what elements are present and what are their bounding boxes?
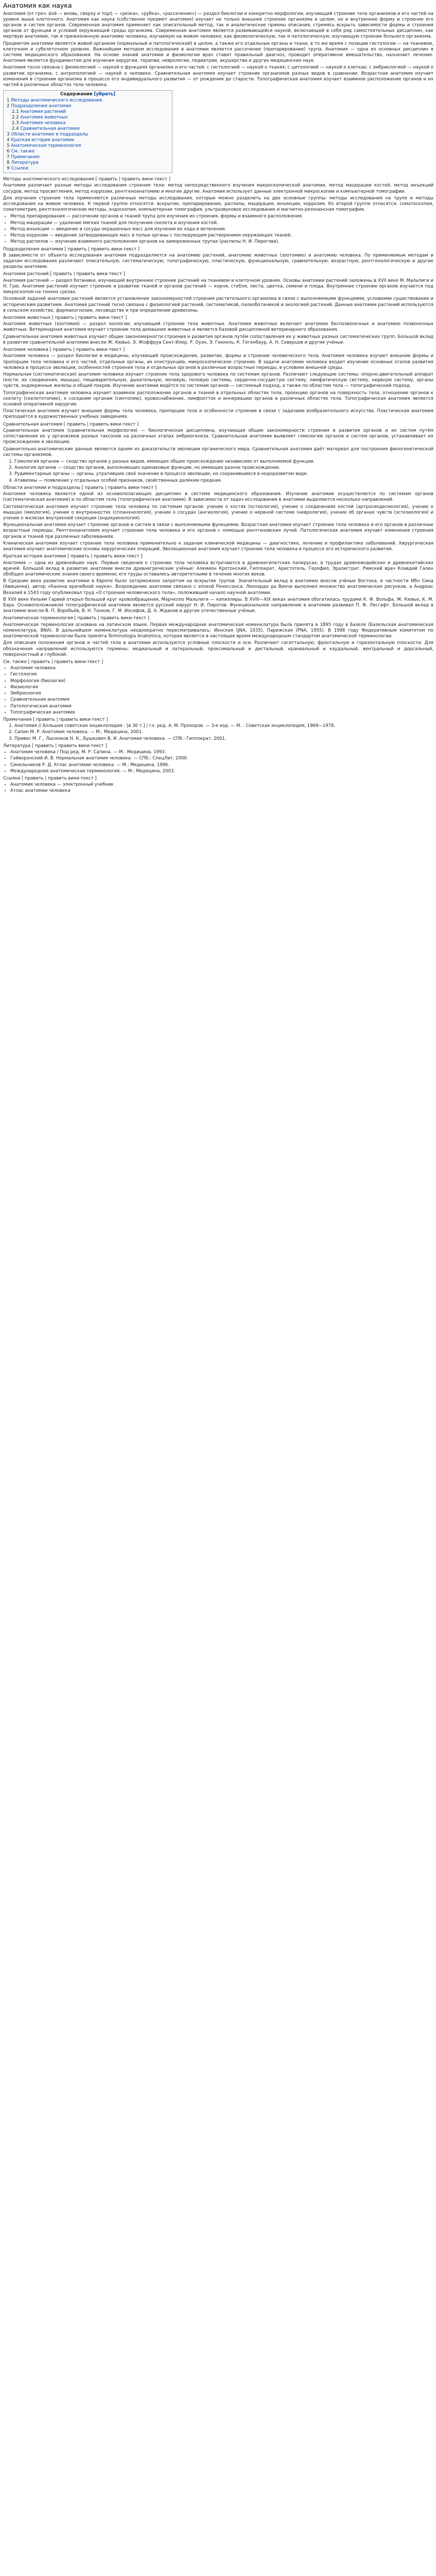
toc-link[interactable]: Ссылки bbox=[11, 166, 28, 172]
list-item: • Синельников Р. Д. Атлас анатомии человека. — М.: Медицина, 1996. bbox=[10, 762, 433, 768]
section-paragraph: Сравнительная анатомия (сравнительная морфология) — биологическая дисциплина, изучающая общие закономерности строения и развития органов и их систем путём сопоставления их у организмов разных таксонов на различных этапах эмбриогенеза. Сравнительная анатомия выявляет гомологию органов и систем органов, устанавливает их происхождение и эволюцию. bbox=[3, 428, 433, 445]
section-title: Области анатомии и подразделы bbox=[3, 485, 80, 490]
section-heading bbox=[3, 272, 433, 277]
list-item: • Метод мацерации — удаление мягких тканей для получения скелета и изучения костей. bbox=[10, 221, 433, 226]
section bbox=[3, 272, 433, 314]
toc-link[interactable]: Анатомия человека bbox=[20, 120, 66, 126]
section-paragraph: Основной задачей анатомии растений является установление закономерностей строения растительного организма в связи с выполняемыми функциями, условиями существования и историческим развитием. Анатомия растений тесно связана с физиологией растений, систематикой, палеоботаникой и экологией растений. Данные анатомии растений используются в сельском хозяйстве, фармакогнозии, лесоводстве и при определении древесины. bbox=[3, 296, 433, 313]
section-paragraph: Анатомия животных (зоотомия) — раздел зоологии, изучающий строение тела животных. Анатомия животных включает анатомию беспозвоночных и анатомию позвоночных животных. Ветеринарная анатомия изучает строение тела домашних животных и является базовой дисциплиной ветеринарного образования. bbox=[3, 321, 433, 333]
list-item: 1. Гомология органов — сходство органов у разных видов, имеющих общее происхождение независимо от выполняемой функции. bbox=[14, 459, 433, 465]
section-heading bbox=[3, 776, 433, 782]
toc-link[interactable]: Анатомия растений bbox=[20, 109, 66, 114]
toc-list bbox=[7, 98, 169, 172]
toc-item bbox=[7, 98, 169, 104]
list-item: 3. Привес М. Г., Лысенков Н. К., Бушкович В. И. Анатомия человека. — СПб.: Гиппократ, 2001. bbox=[14, 736, 433, 742]
page-title: Анатомия как наука bbox=[3, 2, 72, 9]
section-paragraph: Для описания положения органов и частей тела в анатомии используются условные плоскости и оси. Различают сагиттальную, фронтальную и горизонтальную плоскости. Для обозначения направлений используются термины: медиальный и латеральный, проксимальный и дистальный, краниальный и каудальный, вентральный и дорсальный, поверхностный и глубокий. bbox=[3, 640, 433, 657]
toc-hide-link[interactable]: [убрать] bbox=[94, 92, 115, 97]
section-heading bbox=[3, 247, 433, 252]
section-title: Литература bbox=[3, 743, 31, 749]
intro bbox=[3, 11, 433, 89]
list-item: 3. Рудиментарные органы — органы, утратившие своё значение в процессе эволюции, но сохранившиеся в недоразвитом виде. bbox=[14, 471, 433, 477]
toc-item bbox=[7, 160, 169, 166]
toc-item bbox=[7, 132, 169, 138]
table-of-contents bbox=[3, 90, 172, 173]
toc-subitem bbox=[12, 109, 169, 115]
section-edit-link[interactable]: [ править | править вики-текст ] bbox=[74, 616, 149, 621]
section-paragraph: Топографическая анатомия человека изучает взаимное расположение органов и тканей в отдельных областях тела, проекцию органов на поверхность тела, отношение органов к скелету (скелетотопию), к соседним органам (синтопию), кровоснабжение, лимфоотток и иннервацию органов в различных областях тела. Топографическая анатомия является основой оперативной хирургии. bbox=[3, 390, 433, 408]
section-title: Краткая история анатомии bbox=[3, 554, 66, 560]
section-paragraph: Анатомия человека является одной из основополагающих дисциплин в системе медицинского образования. Изучение анатомии осуществляется по системам органов (систематическая анатомия) и по областям тела (топографическая анатомия). В зависимости от задач исследования в анатомии выделяются несколько направлений. bbox=[3, 492, 433, 503]
section-title: Примечания bbox=[3, 717, 32, 722]
toc-number: 1 bbox=[7, 97, 10, 103]
section bbox=[3, 743, 433, 774]
toc-link[interactable]: Литература bbox=[11, 160, 39, 166]
toc-number: 2.3 bbox=[12, 120, 19, 126]
section-paragraph: Систематическая анатомия изучает строение тела человека по системам органов: учение о костях (остеология), учение о соединениях костей (артросиндесмология), учение о мышцах (миология), учение о внутренностях (спланхнология), учение о сосудах (ангиология), учение о нервной системе (неврология), учение об органах чувств (эстезиология) и учение о железах внутренней секреции (эндокринология). bbox=[3, 504, 433, 521]
section bbox=[3, 422, 433, 484]
section bbox=[3, 315, 433, 346]
section bbox=[3, 717, 433, 742]
toc-subitem bbox=[12, 126, 169, 132]
section bbox=[3, 659, 433, 716]
toc-number: 2.2 bbox=[12, 114, 19, 120]
section-paragraph: Пластическая анатомия изучает внешние формы тела человека, пропорции тела и особенности строения в связи с задачами изобразительного искусства. Пластическая анатомия преподаётся в художественных учебных заведениях. bbox=[3, 409, 433, 420]
intro-paragraph: Анатомия тесно связана с физиологией — наукой о функциях организма и его частей; с гистологией — наукой о тканях; с цитологией — наукой о клетках; с эмбриологией — наукой о развитии организма; с антропологией — наукой о человеке. Сравнительная анатомия изучает строение организмов разных видов в сравнении. Возрастная анатомия изучает изменения в строении организма в процессе его индивидуального развития — от рождения до старости. Топографическая анатомия изучает взаимное расположение органов и их частей в различных областях тела человека. bbox=[3, 65, 433, 88]
toc-heading: Содержание bbox=[60, 92, 93, 97]
section-edit-link[interactable]: [ править | править вики-текст ] bbox=[64, 246, 140, 252]
section-paragraph: Анатомическая терминология основана на латинском языке. Первая международная анатомическая номенклатура была принята в 1895 году в Базеле (Базельская анатомическая номенклатура, BNA). В дальнейшем номенклатура неоднократно пересматривалась: Иенская (JNA, 1935), Парижская (PNA, 1955). В 1998 году Федеративным комитетом по анатомической терминологии была принята Terminologia Anatomica, которая является в настоящее время международным стандартом анатомической терминологии. bbox=[3, 622, 433, 639]
section-title: Сравнительная анатомия bbox=[3, 421, 63, 427]
toc-title bbox=[7, 92, 169, 97]
section-paragraph: Функциональная анатомия изучает строение органов и систем в связи с выполняемыми функциями. Возрастная анатомия изучает строение тела человека и его органов в различные возрастные периоды. Рентгеноанатомия изучает строение тела человека и его органов с помощью рентгеновских лучей. Патологическая анатомия изучает изменения строения органов и тканей при различных заболеваниях. bbox=[3, 522, 433, 539]
section-heading bbox=[3, 177, 433, 182]
section-edit-link[interactable]: [ править | править вики-текст ] bbox=[32, 743, 107, 749]
section-heading bbox=[3, 659, 433, 665]
list-item: • Анатомия человека / Под ред. М. Р. Сапина. — М.: Медицина, 1993. bbox=[10, 750, 433, 755]
toc-number: 5 bbox=[7, 143, 10, 148]
toc-number: 2.1 bbox=[12, 109, 19, 114]
section-edit-link[interactable]: [ править | править вики-текст ] bbox=[51, 315, 127, 320]
list-item: • Патологическая анатомия bbox=[10, 704, 433, 709]
list-item: • Метод инъекции — введение в сосуды окрашенных масс для изучения их хода и ветвления. bbox=[10, 227, 433, 232]
section-title: Подразделения анатомии bbox=[3, 246, 63, 252]
toc-item bbox=[7, 143, 169, 149]
section-edit-link[interactable]: [ править | править вики-текст ] bbox=[28, 659, 103, 665]
section-heading bbox=[3, 347, 433, 353]
section-paragraph: Анатомия — одна из древнейших наук. Первые сведения о строении тела человека встречаются в древнеегипетских папирусах, в трудах древнеиндийских и древнекитайских врачей. Большой вклад в развитие анатомии внесли древнегреческие учёные: Алкмеон Кротонский, Гиппократ, Аристотель, Герофил, Эразистрат. Римский врач Клавдий Гален обобщил анатомические знания своего времени; его труды оставались авторитетными в течение многих веков. bbox=[3, 560, 433, 577]
toc-number: 6 bbox=[7, 148, 10, 154]
intro-paragraph: Анатомия (от греч. ἀνά — вновь, сверху и τομή — «резка», «рубка», «рассечение») — раздел биологии и конкретно морфологии, изучающий строение тела организмов и его частей на уровне выше клеточного. Анатомия как наука (собственно предмет анатомия) изучает не только внешнее строение организма в целом, но и внутреннее форму и строение его органов и систем органов. Современная анатомия применяет как описательный метод, так и аналитические приемы описания, стремясь вскрыть зависимости формы и строения органов от функции и условий окружающей среды организма. Современная анатомия является развивающейся наукой, включающей в себя ряд самостоятельных дисциплин, как мертвую анатомию, так и прижизненную анатомию человека, изучаемую на живом человеке; как физиологическую, так и патологическую, изучающую строение больного организма. bbox=[3, 11, 433, 40]
list-item: • Метод препарирования — рассечение органов и тканей трупа для изучения их строения, формы и взаимного расположения. bbox=[10, 214, 433, 219]
section-title: Анатомическая терминология bbox=[3, 616, 73, 621]
section-heading bbox=[3, 315, 433, 321]
toc-link[interactable]: Анатомия животных bbox=[20, 114, 68, 120]
section-title: См. также bbox=[3, 659, 27, 665]
toc-link[interactable]: Примечания bbox=[11, 155, 40, 160]
section-edit-link[interactable]: [ править | править вики-текст ] bbox=[63, 421, 139, 427]
section bbox=[3, 554, 433, 614]
section-edit-link[interactable]: [ править | править вики-текст ] bbox=[67, 554, 143, 560]
toc-link[interactable]: См. также bbox=[11, 148, 35, 154]
toc-subitem bbox=[12, 115, 169, 121]
list-item: • Метод коррозии — введение затвердевающих масс в полые органы с последующим растворением окружающих тканей. bbox=[10, 233, 433, 239]
list-item: • Топографическая анатомия bbox=[10, 710, 433, 716]
toc-number: 7 bbox=[7, 155, 10, 160]
toc-number: 9 bbox=[7, 166, 10, 172]
section-heading bbox=[3, 422, 433, 428]
section-paragraph: Сравнительная анатомия животных изучает общие закономерности строения и развития органов путём сопоставления их у животных разных систематических групп. Большой вклад в развитие сравнительной анатомии внесли Ж. Кювье, Э. Жоффруа Сент-Илер, Р. Оуэн, Э. Геккель, К. Гегенбаур, А. Н. Северцов и другие учёные. bbox=[3, 334, 433, 345]
toc-number: 4 bbox=[7, 137, 10, 143]
toc-item bbox=[7, 155, 169, 160]
list-item: 2. Сапин М. Р. Анатомия человека. — М.: Медицина, 2001. bbox=[14, 730, 433, 735]
bullet-list bbox=[10, 666, 433, 716]
toc-item bbox=[7, 138, 169, 143]
section-paragraph: В XVII веке Уильям Гарвей открыл большой круг кровообращения, Марчелло Мальпиги — капилляры. В XVIII—XIX веках анатомия обогатилась трудами К. Ф. Вольфа, Ж. Кювье, К. М. Бэра. Основоположником топографической анатомии является русский хирург Н. И. Пирогов. Функциональное направление в анатомии развивал П. Ф. Лесгафт. Большой вклад в анатомию внесли В. П. Воробьёв, В. Н. Тонков, Г. М. Иосифов, Д. А. Жданов и другие отечественные учёные. bbox=[3, 597, 433, 614]
section-edit-link[interactable]: [ править | править вики-текст ] bbox=[95, 177, 170, 182]
section-paragraph: В Средние века развитие анатомии в Европе было заторможено запретом на вскрытие трупов. Значительный вклад в анатомию внесли учёные Востока, в частности Ибн Сина (Авиценна), автор «Канона врачебной науки». Возрождение анатомии связано с эпохой Ренессанса: Леонардо да Винчи выполнил множество анатомических рисунков, а Андреас Везалий в 1543 году опубликовал труд «О строении человеческого тела», положивший начало научной анатомии. bbox=[3, 579, 433, 596]
section-heading bbox=[3, 743, 433, 749]
section-paragraph: Для изучения строения тела применяются различные методы исследования, которые можно разделить на две основные группы: методы исследования на трупе и методы исследования на живом человеке. К первой группе относятся: вскрытие, препарирование, распилы, мацерация, инъекции, коррозия. Ко второй группе относятся: соматоскопия, соматометрия, рентгенологические методы, эндоскопия, компьютерная томография, ультразвуковое исследование и магнитно-резонансная томография. bbox=[3, 195, 433, 213]
toc-number: 2.4 bbox=[12, 126, 19, 131]
sections bbox=[3, 177, 433, 794]
section bbox=[3, 347, 433, 420]
list-item: • Метод распилов — изучение взаимного расположения органов на замороженных трупах (распилы Н. И. Пирогова). bbox=[10, 239, 433, 245]
numbered-list bbox=[10, 459, 433, 484]
section-heading bbox=[3, 616, 433, 621]
toc-link[interactable]: Краткая история анатомии bbox=[11, 137, 74, 143]
list-item: • Морфология (биология) bbox=[10, 679, 433, 684]
section-edit-link[interactable]: [ править | править вики-текст ] bbox=[50, 272, 125, 277]
list-item: • Эмбриология bbox=[10, 691, 433, 697]
toc-link[interactable]: Области анатомии и подразделы bbox=[11, 131, 89, 137]
list-item: • Международная анатомическая терминология. — М.: Медицина, 2003. bbox=[10, 769, 433, 774]
numbered-list bbox=[10, 723, 433, 742]
section-paragraph: Анатомия различает разные методы исследования строения тела: метод непосредственного изучения макроскопической анатомии, метод мацерации костей, метод инъекций сосудов, метод просветления, метод коррозии, рентгеноанатомию и многие другие. Анатомия использует данные электронной микроскопии и компьютерной томографии. bbox=[3, 183, 433, 194]
toc-link[interactable]: Анатомическая терминология bbox=[11, 143, 81, 148]
section bbox=[3, 776, 433, 794]
list-item: • Гистология bbox=[10, 672, 433, 677]
bullet-list bbox=[10, 750, 433, 774]
section bbox=[3, 485, 433, 552]
section bbox=[3, 247, 433, 270]
list-item: • Атлас анатомии человека bbox=[10, 788, 433, 794]
toc-sublist bbox=[7, 109, 169, 132]
list-item: 2. Аналогия органов — сходство органов, выполняющих одинаковые функции, но имеющих разное происхождение. bbox=[14, 465, 433, 471]
list-item: • Анатомия человека bbox=[10, 666, 433, 671]
bullet-list bbox=[10, 782, 433, 794]
list-item: • Анатомия человека — электронный учебник bbox=[10, 782, 433, 788]
section-heading bbox=[3, 485, 433, 491]
toc-link[interactable]: Методы анатомического исследования bbox=[11, 97, 102, 103]
bullet-list bbox=[10, 214, 433, 245]
toc-item bbox=[7, 149, 169, 155]
list-item: • Физиология bbox=[10, 685, 433, 690]
section-paragraph: Нормальная (систематическая) анатомия человека изучает строение тела здорового человека по системам органов. Различают следующие системы: опорно-двигательный аппарат (кости, их соединения, мышцы), пищеварительную, дыхательную, мочевую, половую системы, сердечно-сосудистую систему, лимфатическую систему, нервную систему, органы чувств, эндокринные железы и общий покров. Изучение анатомии ведётся по системам органов — системный подход, а также по областям тела — топографический подход. bbox=[3, 371, 433, 389]
section bbox=[3, 616, 433, 658]
section-title: Анатомия растений bbox=[3, 272, 49, 277]
toc-number: 2 bbox=[7, 103, 10, 109]
toc-number: 8 bbox=[7, 160, 10, 166]
section-paragraph: Анатомия человека — раздел биологии и медицины, изучающий происхождение, развитие, формы и строение человеческого тела. Анатомия человека изучает внешние формы и пропорции тела человека и его частей, отдельные органы, их конструкцию, микроскопическое строение. В задачи анатомии человека входит изучение основных этапов развития человека в процессе эволюции, особенностей строения тела и отдельных органов в различные возрастные периоды, в условиях внешней среды. bbox=[3, 353, 433, 370]
toc-link[interactable]: Сравнительная анатомия bbox=[20, 126, 80, 131]
toc-number: 3 bbox=[7, 131, 10, 137]
list-item: 4. Атавизмы — появление у отдельных особей признаков, свойственных далёким предкам. bbox=[14, 478, 433, 484]
toc-link[interactable]: Подразделения анатомии bbox=[11, 103, 72, 109]
section-paragraph: Сравнительно-анатомические данные являются одним из доказательств эволюции органического мира. Сравнительная анатомия даёт материал для построения филогенетической системы организмов. bbox=[3, 446, 433, 457]
list-item: • Гайворонский И. В. Нормальная анатомия человека. — СПб.: СпецЛит, 2000. bbox=[10, 756, 433, 761]
section-heading bbox=[3, 554, 433, 560]
list-item: 1. Анатомия // Большая советская энциклопедия : [в 30 т.] / гл. ред. А. М. Прохоров. — 3-е изд. — М. : Советская энциклопедия, 1969—1978. bbox=[14, 723, 433, 729]
section-paragraph: В зависимости от объекта исследования анатомия подразделяется на анатомию растений, анатомию животных (зоотомию) и анатомию человека. По применяемым методам и задачам исследования различают описательную, систематическую, топографическую, пластическую, функциональную, сравнительную, возрастную, рентгенологическую и другие разделы анатомии. bbox=[3, 252, 433, 270]
article bbox=[0, 0, 436, 794]
section-edit-link[interactable]: [ править | править вики-текст ] bbox=[22, 775, 97, 781]
intro-paragraph: Предметом анатомии является живой организм (нормальный и патологический) в целом, а также его отдельные органы и ткани, в то же время с позиции гистологии — на тканевом, клеточном и субклеточном уровнях. Важнейшим методом исследования в анатомии является рассечение (препарирование) трупа. Анатомия — одна из основных дисциплин в системе медицинского образования. На основе знаний анатомии и физиологии врач ставит правильный диагноз, проводит оперативное вмешательство, назначает лечение. Анатомия является фундаментом для изучения хирургии, терапии, неврологии, педиатрии, акушерства и других медицинских наук. bbox=[3, 41, 433, 64]
section-edit-link[interactable]: [ править | править вики-текст ] bbox=[81, 485, 157, 490]
toc-item bbox=[7, 104, 169, 132]
section-title: Ссылки bbox=[3, 775, 21, 781]
section-title: Анатомия человека bbox=[3, 347, 48, 353]
section-paragraph: Анатомия растений — раздел ботаники, изучающий внутреннее строение растений на тканевом и клеточном уровнях. Основы анатомии растений заложены в XVII веке М. Мальпиги и Н. Грю. Анатомия растений изучает строение и развитие тканей и органов растений — корня, стебля, листа, цветка, семени и плода. Внутреннее строение органов изучается под микроскопом на тонких срезах. bbox=[3, 278, 433, 295]
section-heading bbox=[3, 717, 433, 723]
section-edit-link[interactable]: [ править | править вики-текст ] bbox=[49, 347, 125, 353]
section bbox=[3, 177, 433, 245]
section-title: Методы анатомического исследования bbox=[3, 177, 94, 182]
section-edit-link[interactable]: [ править | править вики-текст ] bbox=[33, 717, 108, 722]
toc-item bbox=[7, 166, 169, 172]
list-item: • Сравнительная анатомия bbox=[10, 697, 433, 703]
section-paragraph: Клиническая анатомия изучает строение тела человека применительно к задачам клинической медицины — диагностике, лечению и профилактике заболеваний. Хирургическая анатомия изучает анатомические основы хирургических операций. Эволюционная анатомия изучает строение тела человека в процессе его исторического развития. bbox=[3, 540, 433, 552]
section-title: Анатомия животных bbox=[3, 315, 51, 320]
toc-subitem bbox=[12, 121, 169, 126]
